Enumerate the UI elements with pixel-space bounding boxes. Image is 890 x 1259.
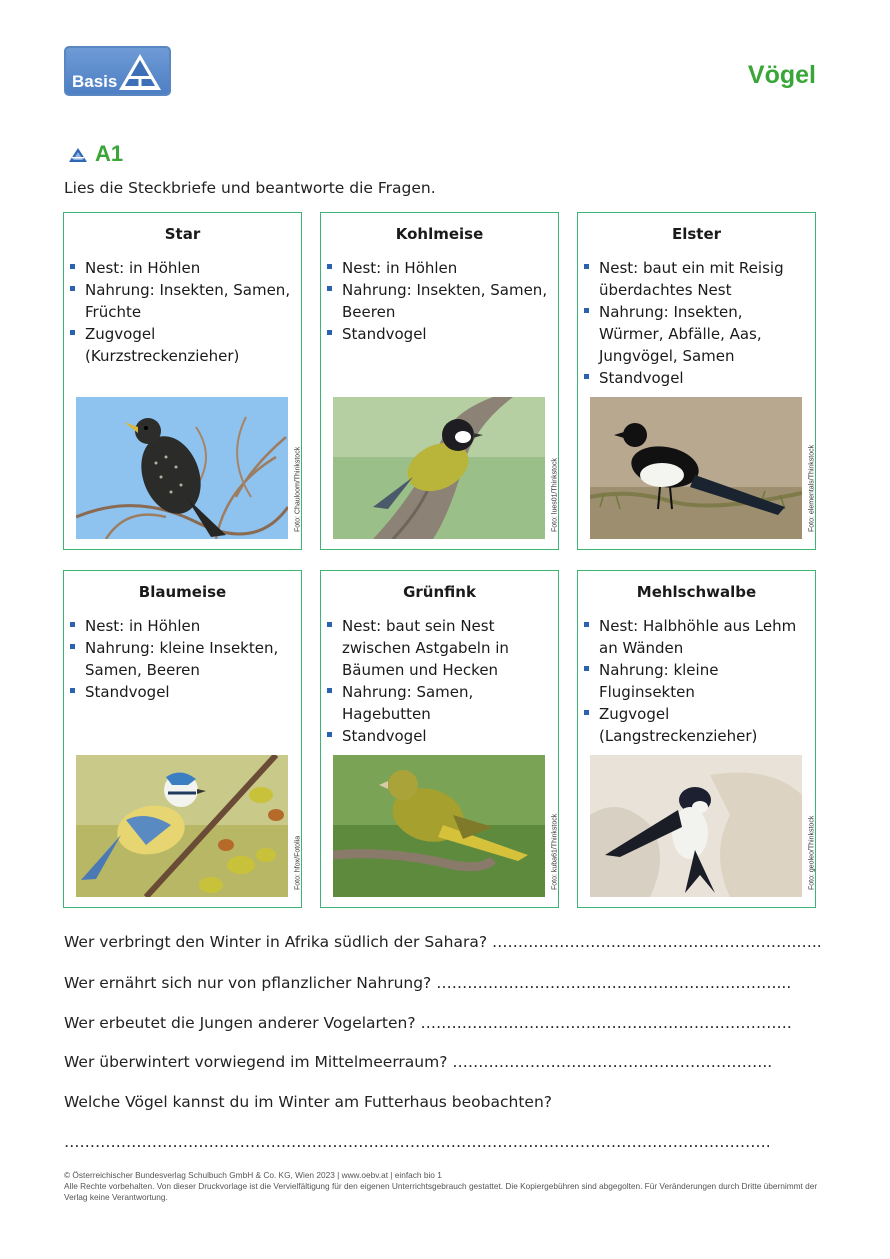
fact-item: Nest: in Höhlen <box>70 615 295 637</box>
photo-credit: Foto: elementals/Thinkstock <box>808 444 816 532</box>
fact-item: Standvogel <box>327 323 552 345</box>
fact-item: Nahrung: Samen, Hagebutten <box>327 681 552 725</box>
fact-item: Zugvogel (Langstreckenzieher) <box>584 703 809 747</box>
footer-rights: Alle Rechte vorbehalten. Von dieser Druckvorlage ist die Vervielfältigung für den eigenen Unterrichtsgebrauch gestattet. Die Kopiergebühren sind abgegolten. Für Veränderungen durch Dritte übernimmt der Verlag keine Verantwortung. <box>64 1181 818 1202</box>
bird-photo <box>333 397 545 539</box>
fact-item: Nahrung: kleine Fluginsekten <box>584 659 809 703</box>
fact-item: Nest: Halbhöhle aus Lehm an Wänden <box>584 615 809 659</box>
photo-credit: Foto: kuba61/Thinkstock <box>551 813 559 890</box>
card-title: Kohlmeise <box>395 225 484 243</box>
answer-line[interactable]: …………………………………….………………………..…………………………………….…………………. <box>64 1133 771 1151</box>
task-label: A1 <box>95 141 124 166</box>
fact-item: Nahrung: Insekten, Würmer, Abfälle, Aas, Jungvögel, Samen <box>584 301 809 367</box>
fact-item: Zugvogel (Kurzstreckenzieher) <box>70 323 295 367</box>
card-title: Mehlschwalbe <box>636 583 757 601</box>
question-4: Wer überwintert vorwiegend im Mittelmeerraum? …………………………………………………….. <box>64 1053 773 1071</box>
fact-item: Standvogel <box>70 681 295 703</box>
logo-text: Basis <box>72 72 118 91</box>
pyramid-icon <box>68 147 88 163</box>
bird-card-blaumeise <box>63 570 302 908</box>
fact-list <box>327 615 552 747</box>
question-5: Welche Vögel kannst du im Winter am Futterhaus beobachten? <box>64 1093 553 1111</box>
fact-item: Nahrung: Insekten, Samen, Früchte <box>70 279 295 323</box>
fact-list <box>584 615 809 747</box>
photo-credit: Foto: hfox/Fotolia <box>294 835 302 890</box>
fact-item: Standvogel <box>327 725 552 747</box>
pyramid-logo-icon <box>117 52 163 92</box>
bird-photo <box>76 755 288 897</box>
fact-item: Nahrung: Insekten, Samen, Beeren <box>327 279 552 323</box>
basis-logo <box>64 46 171 96</box>
fact-list <box>70 615 295 703</box>
question-1: Wer verbringt den Winter in Afrika südlich der Sahara? …………………….…………………………….….. <box>64 933 822 951</box>
fact-item: Nest: baut ein mit Reisig überdachtes Nest <box>584 257 809 301</box>
fact-item: Nest: baut sein Nest zwischen Astgabeln in Bäumen und Hecken <box>327 615 552 681</box>
fact-item: Nest: in Höhlen <box>327 257 552 279</box>
bird-card-gruenfink <box>320 570 559 908</box>
card-title: Elster <box>671 225 722 243</box>
bird-card-star <box>63 212 302 550</box>
fact-list <box>584 257 809 389</box>
photo-credit: Foto: geoleo/Thinkstock <box>808 815 816 890</box>
footer <box>64 1170 824 1203</box>
footer-copyright: © Österreichischer Bundesverlag Schulbuch GmbH & Co. KG, Wien 2023 | www.oebv.at | einfach bio 1 <box>64 1170 442 1180</box>
photo-credit: Foto: lues01/Thinkstock <box>551 458 559 532</box>
bird-photo <box>333 755 545 897</box>
fact-list <box>70 257 295 367</box>
question-3: Wer erbeutet die Jungen anderer Vogelarten? ……………………………….…….………………………. <box>64 1014 792 1032</box>
fact-item: Standvogel <box>584 367 809 389</box>
bird-photo <box>590 397 802 539</box>
bird-card-elster <box>577 212 816 550</box>
card-title: Blaumeise <box>138 583 227 601</box>
fact-item: Nest: in Höhlen <box>70 257 295 279</box>
card-title: Grünfink <box>403 583 476 601</box>
fact-list <box>327 257 552 345</box>
fact-item: Nahrung: kleine Insekten, Samen, Beeren <box>70 637 295 681</box>
bird-photo <box>590 755 802 897</box>
bird-card-mehlschwalbe <box>577 570 816 908</box>
question-2: Wer ernährt sich nur von pflanzlicher Nahrung? …………………………….………………….……….... <box>64 974 792 992</box>
bird-photo <box>76 397 288 539</box>
page-title: Vögel <box>747 61 816 89</box>
card-title: Star <box>164 225 201 243</box>
photo-credit: Foto: Chauloom/Thinkstock <box>294 446 302 532</box>
bird-card-kohlmeise <box>320 212 559 550</box>
task-instruction: Lies die Steckbriefe und beantworte die Fragen. <box>64 179 436 197</box>
